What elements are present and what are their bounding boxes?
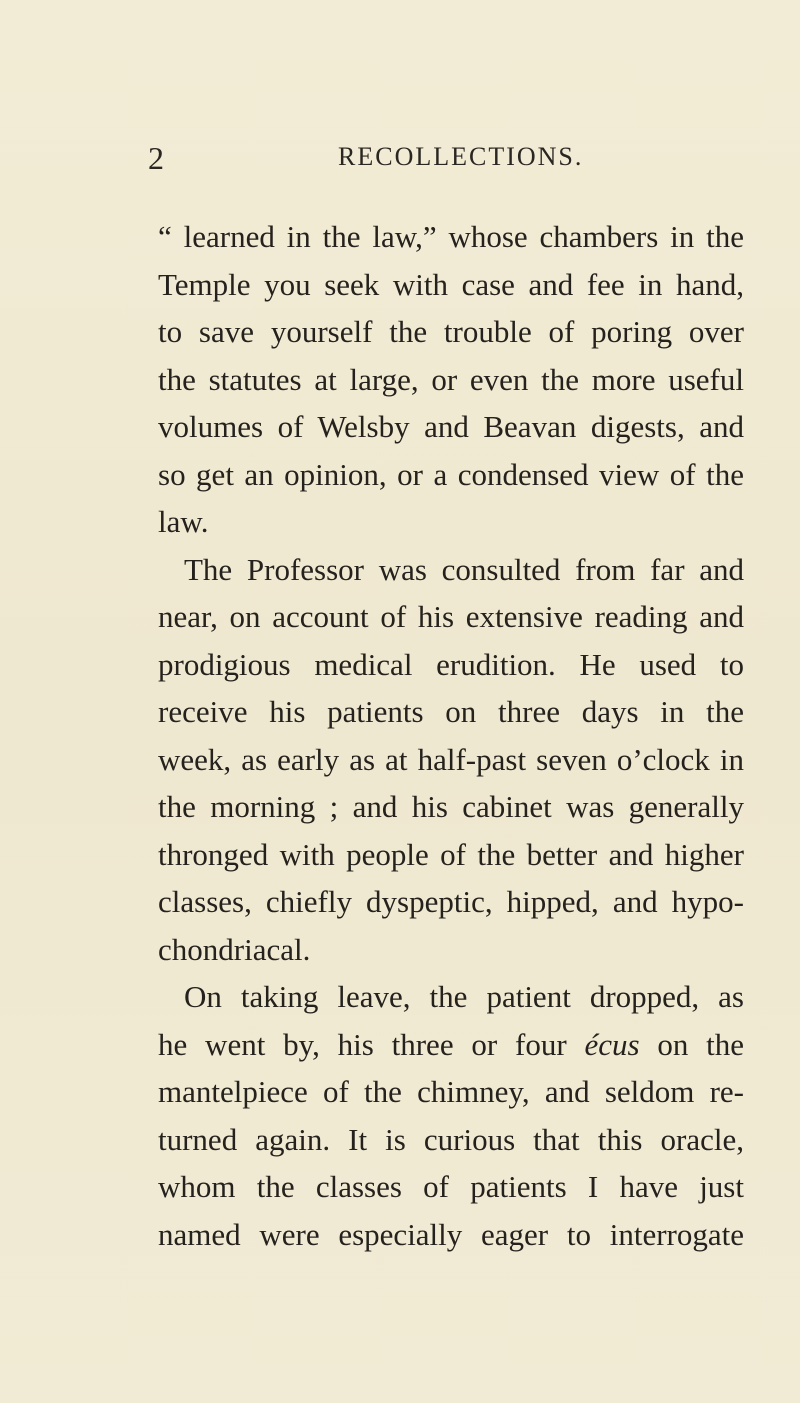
text-segment: on the bbox=[657, 1026, 744, 1062]
text-line: law. bbox=[158, 504, 209, 539]
text-line: mantelpiece of the chimney, and seldom re- bbox=[158, 1074, 744, 1109]
italic-word: écus bbox=[584, 1026, 640, 1062]
text-line-with-italic bbox=[158, 1021, 744, 1069]
page-number: 2 bbox=[148, 140, 164, 176]
text-line: prodigious medical erudition. He used to bbox=[158, 646, 744, 682]
text-line: whom the classes of patients I have just bbox=[158, 1169, 744, 1204]
text-line: near, on account of his extensive reading and bbox=[158, 599, 744, 634]
text-line: so get an opinion, or a condensed view of the bbox=[158, 456, 744, 492]
text-line: receive his patients on three days in the bbox=[158, 694, 744, 729]
paragraph-first-line: The Professor was consulted from far and bbox=[184, 551, 744, 587]
text-line: named were especially eager to interrogate bbox=[158, 1216, 744, 1252]
text-segment: he went by, his three or four bbox=[158, 1026, 567, 1062]
body-text bbox=[158, 213, 744, 1258]
text-line: to save yourself the trouble of poring over bbox=[158, 314, 744, 349]
text-line: turned again. It is curious that this oracle, bbox=[158, 1121, 744, 1157]
text-line: chondriacal. bbox=[158, 931, 311, 967]
text-line: thronged with people of the better and higher bbox=[158, 836, 744, 872]
text-line: week, as early as at half-past seven o’clock in bbox=[158, 741, 744, 777]
paragraph-first-line: On taking leave, the patient dropped, as bbox=[184, 979, 744, 1014]
running-title: RECOLLECTIONS. bbox=[338, 142, 584, 171]
text-line: classes, chiefly dyspeptic, hipped, and hypo- bbox=[158, 884, 744, 919]
text-line: volumes of Welsby and Beavan digests, and bbox=[158, 409, 744, 444]
text-line: “ learned in the law,” whose chambers in the bbox=[158, 219, 744, 254]
text-line: Temple you seek with case and fee in hand, bbox=[158, 266, 744, 302]
text-line: the morning ; and his cabinet was generally bbox=[158, 789, 744, 824]
text-line: the statutes at large, or even the more useful bbox=[158, 361, 744, 397]
running-head bbox=[0, 140, 800, 180]
